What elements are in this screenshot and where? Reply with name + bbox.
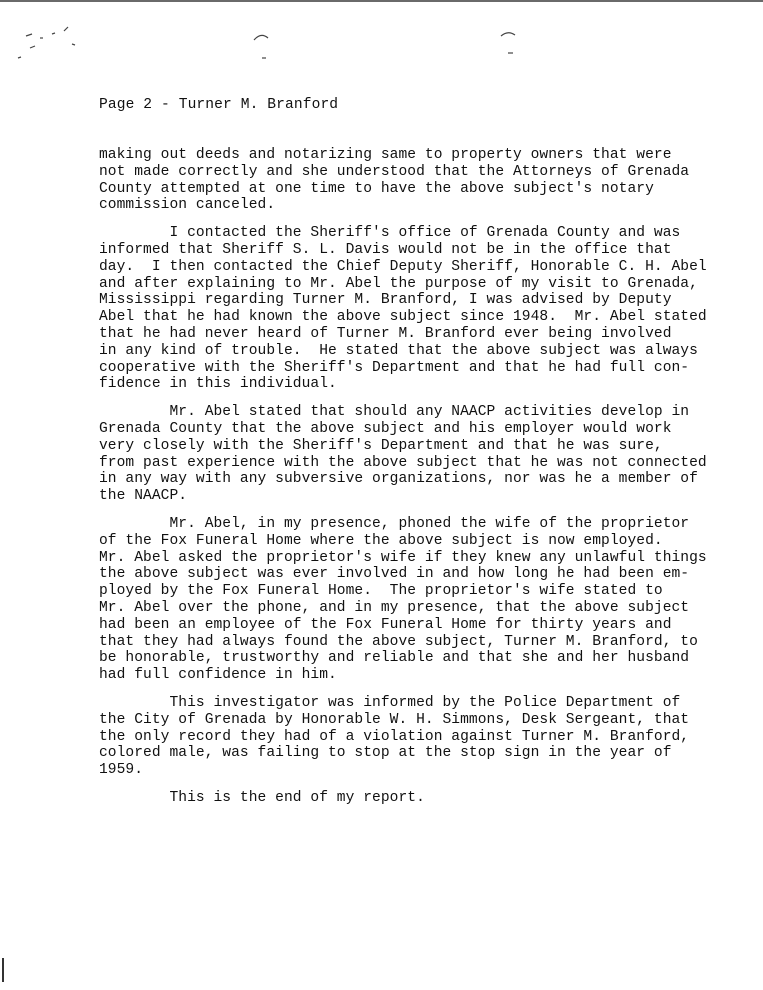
text-line: that they had always found the above subject, Turner M. Branford, to <box>99 633 698 650</box>
text-line: in any way with any subversive organizations, nor was he a member of <box>99 471 698 488</box>
text-line: Mr. Abel, in my presence, phoned the wife of the proprietor <box>99 515 690 532</box>
text-line: had been an employee of the Fox Funeral Home for thirty years and <box>99 616 672 633</box>
paragraph <box>99 225 739 393</box>
text-line: This is the end of my report. <box>99 789 425 806</box>
page-header: Page 2 - Turner M. Branford <box>99 97 339 113</box>
paragraph <box>99 695 739 779</box>
text-line: colored male, was failing to stop at the stop sign in the year of <box>99 745 672 762</box>
paragraph <box>99 147 739 214</box>
text-line: fidence in this individual. <box>99 376 337 393</box>
text-line: I contacted the Sheriff's office of Grenada County and was <box>99 225 681 242</box>
paragraph <box>99 790 739 807</box>
text-line: the City of Grenada by Honorable W. H. Simmons, Desk Sergeant, that <box>99 711 690 728</box>
text-line: making out deeds and notarizing same to property owners that were <box>99 147 672 163</box>
text-line: Mississippi regarding Turner M. Branford, I was advised by Deputy <box>99 292 672 309</box>
text-line: the NAACP. <box>99 488 188 505</box>
report-body <box>99 147 739 818</box>
text-line: Abel that he had known the above subject since 1948. Mr. Abel stated <box>99 309 707 326</box>
text-line: had full confidence in him. <box>99 667 337 684</box>
text-line: very closely with the Sheriff's Department and that he was sure, <box>99 437 663 454</box>
text-line: the above subject was ever involved in and how long he had been em- <box>99 566 690 583</box>
text-line: be honorable, trustworthy and reliable and that she and her husband <box>99 650 690 667</box>
text-line: County attempted at one time to have the above subject's notary <box>99 180 654 197</box>
paragraph <box>99 404 739 505</box>
margin-mark <box>2 958 4 982</box>
text-line: cooperative with the Sheriff's Department and that he had full con- <box>99 359 690 376</box>
paragraph <box>99 516 739 684</box>
text-line: commission canceled. <box>99 197 276 214</box>
text-line: day. I then contacted the Chief Deputy Sheriff, Honorable C. H. Abel <box>99 258 707 275</box>
text-line: the only record they had of a violation against Turner M. Branford, <box>99 728 690 745</box>
text-line: Mr. Abel over the phone, and in my presence, that the above subject <box>99 599 690 616</box>
text-line: Mr. Abel asked the proprietor's wife if they knew any unlawful things <box>99 549 707 566</box>
text-line: ployed by the Fox Funeral Home. The proprietor's wife stated to <box>99 583 663 600</box>
text-line: informed that Sheriff S. L. Davis would not be in the office that <box>99 241 672 258</box>
text-line: 1959. <box>99 762 144 779</box>
text-line: Grenada County that the above subject and his employer would work <box>99 420 672 437</box>
text-line: This investigator was informed by the Police Department of <box>99 694 681 711</box>
text-line: not made correctly and she understood that the Attorneys of Grenada <box>99 163 690 180</box>
text-line: in any kind of trouble. He stated that the above subject was always <box>99 342 698 359</box>
text-line: that he had never heard of Turner M. Branford ever being involved <box>99 325 672 342</box>
text-line: of the Fox Funeral Home where the above subject is now employed. <box>99 532 663 549</box>
text-line: and after explaining to Mr. Abel the purpose of my visit to Grenada, <box>99 275 698 292</box>
text-line: from past experience with the above subject that he was not connected <box>99 454 707 471</box>
text-line: Mr. Abel stated that should any NAACP activities develop in <box>99 404 690 421</box>
